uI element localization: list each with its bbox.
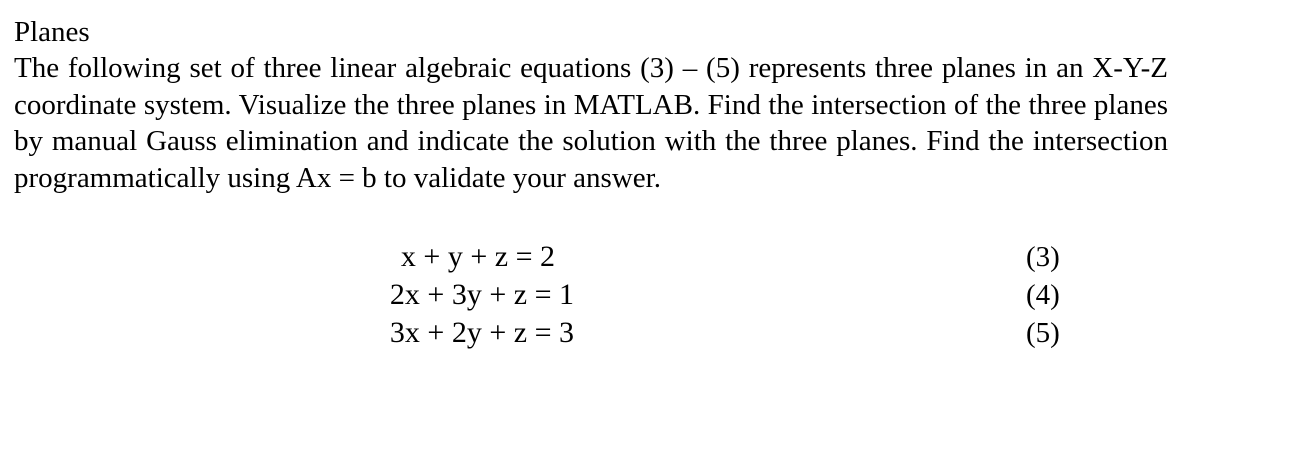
document-body bbox=[14, 14, 1168, 196]
equation-number: (3) bbox=[1026, 241, 1060, 273]
problem-statement: The following set of three linear algebraic equations (3) – (5) represents three planes in an X-Y-Z coordinate system. Visualize the three planes in MATLAB. Find the intersection of the three planes by manual Gauss elimination and indicate the solution with the three planes. Find the intersection programmatically using Ax = b to validate your answer. bbox=[14, 52, 1168, 194]
equation-text: 2x + 3y + z = 1 bbox=[389, 278, 574, 311]
section-heading: Planes bbox=[14, 16, 90, 48]
equation-number: (4) bbox=[1026, 279, 1060, 311]
equation-row bbox=[0, 276, 1298, 314]
equation-text: x + y + z = 2 bbox=[400, 240, 555, 273]
equation-block bbox=[0, 238, 1298, 358]
equation-text: 3x + 2y + z = 3 bbox=[389, 316, 574, 349]
equation-row bbox=[0, 238, 1298, 276]
equation-number: (5) bbox=[1026, 317, 1060, 349]
equation-row bbox=[0, 314, 1298, 352]
